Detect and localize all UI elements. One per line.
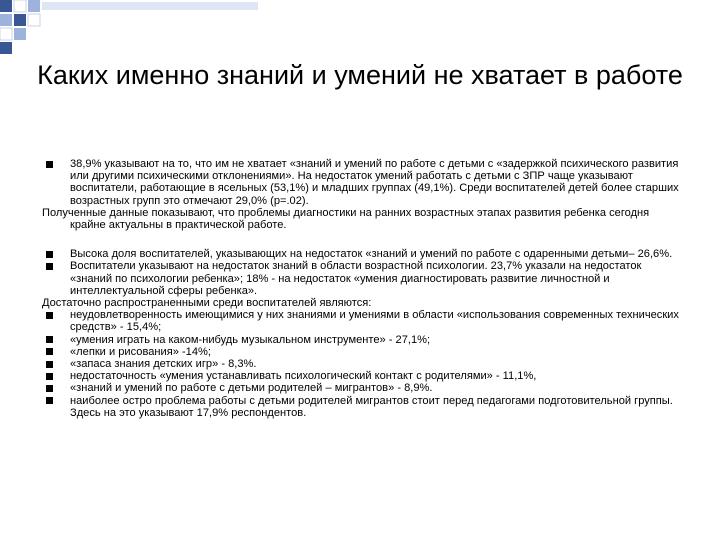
- bullet-text: Воспитатели указывают на недостаток знаний в области возрастной психологии. 23,7% указали на недостаток «знаний по психологии ребенка»; 18% - на недостаток «умения диагностировать развитие личностной и интеллектуальной сферы ребенка».: [70, 260, 642, 297]
- intro-note: [42, 297, 682, 309]
- bullet-text: Высока доля воспитателей, указывающих на недостаток «знаний и умений по работе с одаренными детьми– 26,6%.: [70, 248, 673, 261]
- square-bullet-icon: [46, 361, 53, 368]
- slide-title: Каких именно знаний и умений не хватает в работе: [37, 60, 683, 90]
- bullet-item: [42, 248, 682, 260]
- slide-content: [42, 158, 682, 419]
- decorative-squares: [0, 0, 260, 60]
- bullet-item: [42, 158, 682, 207]
- bullet-text: 38,9% указывают на то, что им не хватает «знаний и умений по работе с детьми с «задержкой психического развития или другими психическими отклонениями». На недостаток умений работать с детьми с ЗПР чаще указывают воспитатели, работающие в ясельных (53,1%) и младших группах (49,1%). Среди воспитателей детей более старших возрастных групп это отмечают 29,0% (р=.02).: [70, 158, 679, 207]
- bullet-text: «лепки и рисования» -14%;: [70, 345, 211, 358]
- square-bullet-icon: [46, 348, 53, 355]
- square-bullet-icon: [46, 336, 53, 343]
- decorative-squares-graphic: [0, 0, 260, 60]
- bullet-text: «знаний и умений по работе с детьми родителей – мигрантов» - 8,9%.: [70, 382, 433, 395]
- bullet-text: недостаточность «умения устанавливать психологический контакт с родителями» - 11,1%,: [70, 370, 537, 383]
- square-bullet-icon: [46, 385, 53, 392]
- bullet-item: [42, 346, 682, 358]
- bullet-item: [42, 334, 682, 346]
- bullet-text: «умения играть на каком-нибудь музыкальном инструменте» - 27,1%;: [70, 333, 431, 346]
- square-bullet-icon: [46, 312, 53, 319]
- bullet-item: [42, 395, 682, 419]
- square-bullet-icon: [46, 397, 53, 404]
- summary-note: [42, 207, 682, 231]
- bullet-item: [42, 358, 682, 370]
- square-bullet-icon: [46, 373, 53, 380]
- bullet-item: [42, 382, 682, 394]
- bullet-text: наиболее остро проблема работы с детьми родителей мигрантов стоит перед педагогами подготовительной группы. Здесь на это указывают 17,9% респондентов.: [70, 394, 673, 419]
- bullet-text: «запаса знания детских игр» - 8,3%.: [70, 358, 257, 371]
- square-bullet-icon: [46, 161, 53, 168]
- intro-text: Достаточно распространенными среди воспитателей являются:: [42, 297, 372, 310]
- bullet-item: [42, 370, 682, 382]
- bullet-item: [42, 260, 682, 297]
- square-bullet-icon: [46, 251, 53, 258]
- square-bullet-icon: [46, 263, 53, 270]
- bullet-text: неудовлетворенность имеющимися у них знаниями и умениями в области «использования современных технических средств» - 15,4%;: [70, 309, 679, 334]
- summary-text: Полученные данные показывают, что проблемы диагностики на ранних возрастных этапах развития ребенка сегодня крайне актуальны в практической работе.: [42, 206, 650, 232]
- bullet-item: [42, 309, 682, 333]
